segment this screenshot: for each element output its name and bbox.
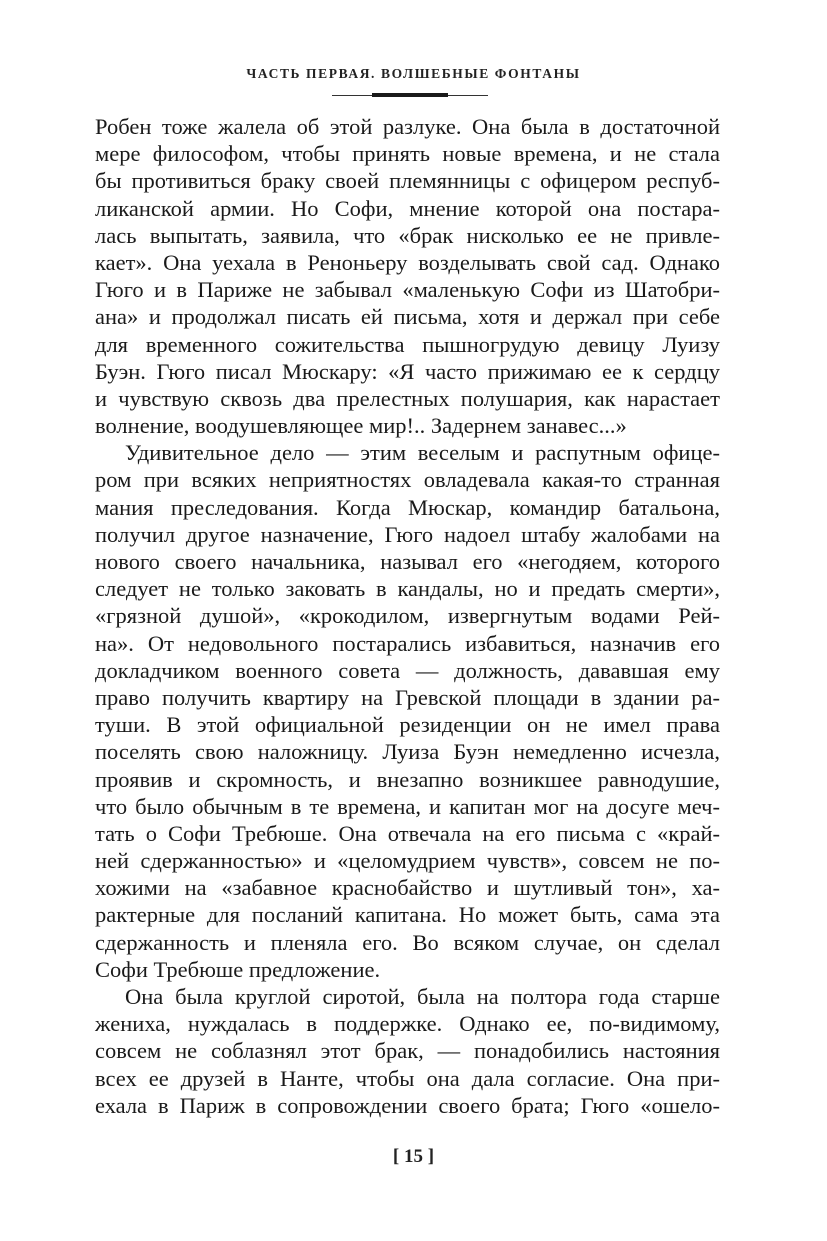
- text-line: волнение, воодушевляющее мир!.. Задернем занавес...»: [95, 413, 627, 439]
- text-line: и чувствую сквозь два прелестных полушария, как нарастает: [95, 385, 720, 411]
- text-line: Софи Требюше предложение.: [95, 956, 381, 982]
- text-line: на». От недовольного постарались избавиться, назначив его: [95, 630, 720, 656]
- running-head-rule-accent: [372, 93, 448, 97]
- text-line: совсем не соблазнял этот брак, — понадобились настояния: [95, 1038, 720, 1064]
- text-line: право получить квартиру на Гревской площади в здании ра-: [95, 684, 720, 710]
- text-line: сдержанность и пленяла его. Во всяком случае, он сделал: [95, 929, 720, 955]
- text-line: получил другое назначение, Гюго надоел штабу жалобами на: [95, 521, 720, 547]
- text-line: Гюго и в Париже не забывал «маленькую Софи из Шатобри-: [95, 277, 720, 303]
- text-line: всех ее друзей в Нанте, чтобы она дала согласие. Она при-: [95, 1065, 720, 1091]
- text-line: тать о Софи Требюше. Она отвечала на его письма с «край-: [95, 820, 720, 846]
- paragraph: [95, 113, 720, 439]
- page-number: [ 15 ]: [392, 1146, 435, 1167]
- text-line: хожими на «забавное краснобайство и шутливый тон», ха-: [95, 875, 720, 901]
- text-line: нового своего начальника, называл его «негодяем, которого: [95, 549, 720, 574]
- text-line: ликанской армии. Но Софи, мнение которой она постара-: [95, 195, 720, 221]
- text-line: докладчиком военного совета — должность, дававшая ему: [95, 657, 720, 683]
- text-line: Буэн. Гюго писал Мюскару: «Я часто прижимаю ее к сердцу: [95, 358, 720, 384]
- text-line: поселять свою наложницу. Луиза Буэн немедленно исчезла,: [95, 739, 720, 765]
- text-line: что было обычным в те времена, и капитан мог на досуге меч-: [95, 793, 720, 819]
- text-line: ехала в Париж в сопровождении своего брата; Гюго «ошело-: [95, 1092, 720, 1118]
- text-line: Она была круглой сиротой, была на полтора года старше: [125, 984, 720, 1009]
- running-head: ЧАСТЬ ПЕРВАЯ. ВОЛШЕБНЫЕ ФОНТАНЫ: [246, 66, 581, 81]
- text-line: для временного сожительства пышногрудую девицу Луизу: [95, 331, 720, 357]
- text-line: кает». Она уехала в Реноньеру возделывать свой сад. Однако: [95, 249, 720, 275]
- text-line: «грязной душой», «крокодилом, извергнутым водами Рей-: [95, 603, 720, 629]
- text-line: мере философом, чтобы принять новые времена, и не стала: [95, 141, 720, 167]
- text-line: ана» и продолжал писать ей письма, хотя и держал при себе: [95, 304, 720, 330]
- text-line: мания преследования. Когда Мюскар, командир батальона,: [95, 494, 720, 520]
- text-line: Робен тоже жалела об этой разлуке. Она была в достаточной: [95, 114, 720, 139]
- text-line: Удивительное дело — этим веселым и распутным офице-: [125, 440, 720, 466]
- text-line: ром при всяких неприятностях овладевала какая-то странная: [95, 467, 720, 493]
- text-line: следует не только заковать в кандалы, но и предать смерти»,: [95, 576, 720, 602]
- text-line: лась выпытать, заявила, что «брак нисколько ее не привле-: [95, 222, 720, 248]
- text-line: туши. В этой официальной резиденции он не имел права: [95, 712, 720, 738]
- text-line: жениха, нуждалась в поддержке. Однако ее, по-видимому,: [95, 1011, 720, 1037]
- paragraph: [95, 439, 720, 983]
- text-line: проявив и скромность, и внезапно возникшее равнодушие,: [95, 766, 720, 792]
- text-line: ней сдержанностью» и «целомудрием чувств», совсем не по-: [95, 848, 720, 874]
- paragraph: [95, 983, 720, 1119]
- text-line: бы противиться браку своей племянницы с офицером респуб-: [95, 168, 720, 194]
- body-text: [95, 113, 720, 1119]
- text-line: рактерные для посланий капитана. Но может быть, сама эта: [95, 902, 720, 928]
